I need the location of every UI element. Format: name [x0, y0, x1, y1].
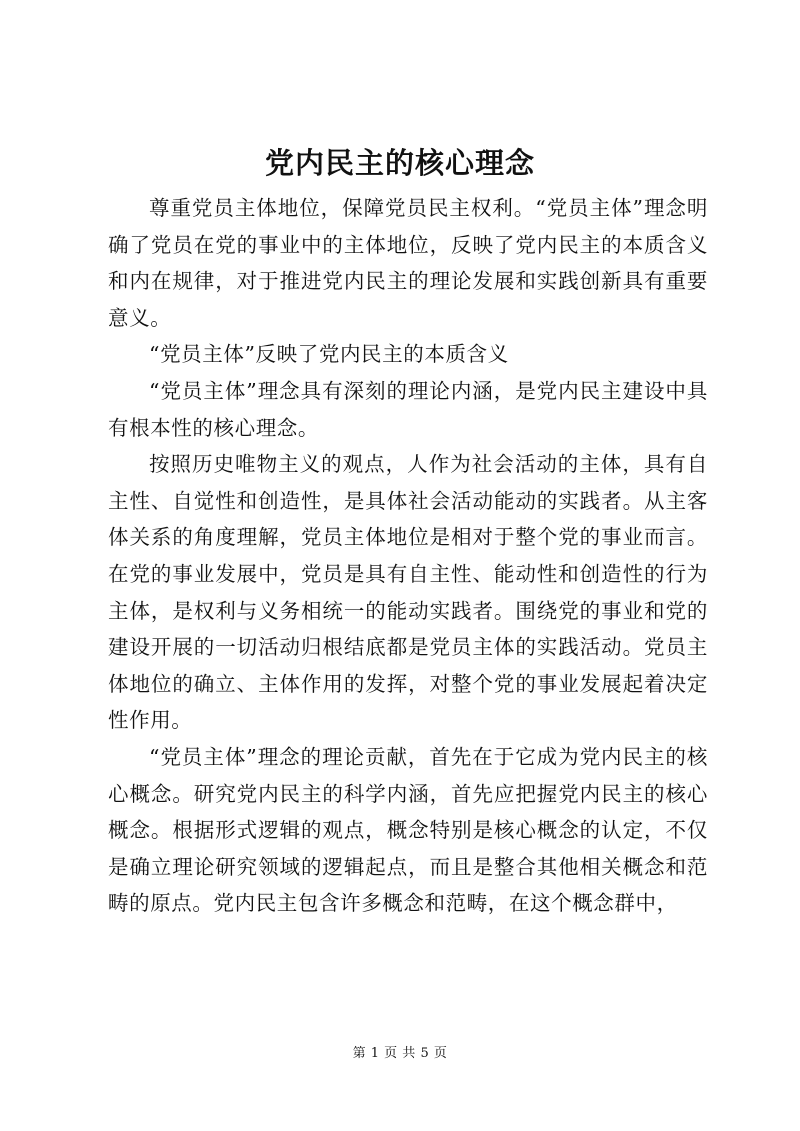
- document-title: 党内民主的核心理念: [264, 146, 535, 180]
- paragraph: 按照历史唯物主义的观点，人作为社会活动的主体，具有自主性、自觉性和创造性，是具体社会活动能动的实践者。从主客体关系的角度理解，党员主体地位是相对于整个党的事业而言。在党的事业发展中，党员是具有自主性、能动性和创造性的行为主体，是权利与义务相统一的能动实践者。围绕党的事业和党的建设开展的一切活动归根结底都是党员主体的实践活动。党员主体地位的确立、主体作用的发挥，对整个党的事业发展起着决定性作用。: [108, 452, 708, 733]
- section-heading: “党员主体”反映了党内民主的本质含义: [149, 342, 509, 367]
- document-body: [108, 190, 708, 922]
- paragraph: 尊重党员主体地位，保障党员民主权利。“党员主体”理念明确了党员在党的事业中的主体地位，反映了党内民主的本质含义和内在规律，对于推进党内民主的理论发展和实践创新具有重要意义。: [108, 196, 708, 330]
- paragraph: “党员主体”理念的理论贡献，首先在于它成为党内民主的核心概念。研究党内民主的科学内涵，首先应把握党内民主的核心概念。根据形式逻辑的观点，概念特别是核心概念的认定，不仅是确立理论研究领域的逻辑起点，而且是整合其他相关概念和范畴的原点。党内民主包含许多概念和范畴，在这个概念群中，: [108, 744, 708, 916]
- paragraph: “党员主体”理念具有深刻的理论内涵，是党内民主建设中具有根本性的核心理念。: [108, 378, 708, 440]
- page-footer: 第 1 页 共 5 页: [352, 1046, 448, 1061]
